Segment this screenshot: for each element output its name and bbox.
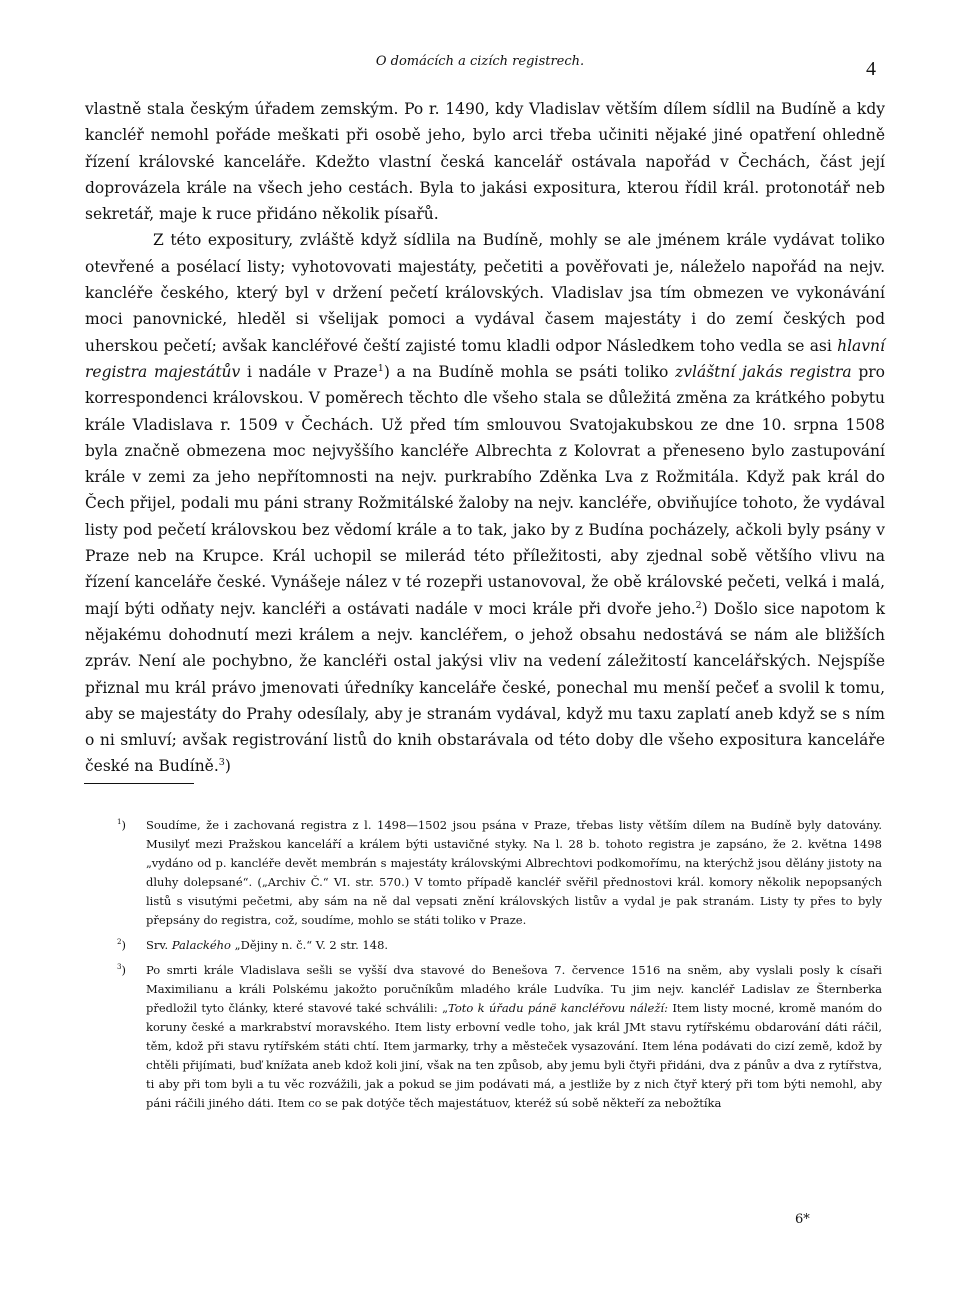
signature-mark: 6* — [795, 1212, 810, 1227]
emphasis-hlavni-registra: hlavní registra majestátův — [85, 336, 885, 381]
paragraph-2 — [85, 227, 885, 779]
paragraph-2-part-b: i nadále v Praze — [240, 362, 378, 381]
main-text — [85, 96, 885, 780]
footnote-ref-2[interactable]: 2 — [695, 599, 702, 611]
footnote-1-mark: $^1$) — [117, 817, 127, 832]
footnote-ref-3[interactable]: 3 — [218, 757, 225, 769]
paragraph-2-part-e: ) Došlo sice napotom k nějakému dohodnutí mezi králem a nejv. kancléřem, o jehož obsahu nedostává se nám ale bližších zpráv. Není ale pochybno, že kancléři ostal jakýsi vliv na vedení záležitostí kancelářských. Nejspíše přiznal mu král právo jmenovati úředníky kanceláře české, ponechal mu menší pečeť a svolil k tomu, aby se majestáty do Prahy odesílaly, aby je stranám vydával, když mu taxu zaplatí aneb když se s ním o ni smluví; avšak registrování listů do knih obstarávala od této doby dle všeho expositura kanceláře české na Budíně. — [85, 599, 885, 776]
page-number: 4 — [866, 58, 876, 80]
footnote-separator — [84, 783, 194, 784]
footnote-ref-1[interactable]: 1 — [377, 362, 384, 374]
footnote-2-text: „Dějiny n. č.“ V. 2 str. 148. — [231, 938, 389, 952]
footnote-3 — [117, 961, 882, 1113]
footnote-2 — [117, 936, 882, 955]
footnote-3-text: Po smrti krále Vladislava sešli se vyšší dva stavové do Benešova 7. července 1516 na sněm, aby vyslali posly k císaři Maximilianu a králi Polskému jakožto poručníkům mladého krále Ludvíka. Tu jim nejv. kancléř Ladislav ze Šternberka předložil tyto články, které stavové také schválili: „ — [146, 963, 882, 1015]
paragraph-1: vlastně stala českým úřadem zemským. Po r. 1490, kdy Vladislav větším dílem sídlil na Budíně a kdy kancléř nemohl pořáde meškati při osobě jeho, bylo arci třeba učiniti nějaké jiné opatření ohledně řízení královské kanceláře. Kdežto vlastní česká kancelář ostávala napořád v Čechách, část její doprovázela krále na všech jeho cestách. Byla to jakási expositura, kterou řídil král. protonotář neb sekretář, maje k ruce přidáno několik písařů. — [85, 100, 885, 224]
footnote-1 — [117, 816, 882, 930]
paragraph-2-part-c: ) a na Budíně mohla se psáti toliko — [383, 362, 669, 381]
paragraph-2-part-f: ) — [224, 757, 231, 776]
footnote-2-emphasis: Palackého — [171, 938, 231, 952]
footnotes — [117, 816, 882, 1119]
footnote-3-emphasis: Toto k úřadu pánë kancléřovu náleží: — [448, 1001, 668, 1015]
footnote-3-mark: $^3$) — [117, 962, 127, 977]
footnote-2-mark: $^2$) — [117, 937, 127, 952]
paragraph-2-part-d: pro korrespondenci královskou. V poměrech těchto dle všeho stala se důležitá změna za krátkého pobytu krále Vladislava r. 1509 v Čechách. Už před tím smlouvou Svatojakubskou ze dne 10. srpna 1508 byla značně obmezena moc nejvyššího kancléře Albrechta z Kolovrat a přeneseno bylo zastupování krále v zemi za jeho nepřítomnosti na nejv. purkrabího Zděnka Lva z Rožmitála. Když pak král do Čech přijel, podali mu páni strany Rožmitálské žaloby na nejv. kancléře, obviňujíce tohoto, že vydával listy pod pečetí královskou bez vědomí krále a to tak, jako by z Budína pocházely, ačkoli byly psány v Praze neb na Krupce. Král uchopil se milerád této příležitosti, aby zjednal sobě většího vlivu na řízení kanceláře české. Vynášeje nález v té rozepři ustanovoval, že obě královské pečeti, velká i malá, mají býti odňaty nejv. kancléři a ostávati nadále v moci krále při dvoře jeho. — [85, 362, 886, 618]
paragraph-2-part-a: Z této expositury, zvláště když sídlila na Budíně, mohly se ale jménem krále vydávat toliko otevřené a posélací listy; vyhotovovati majestáty, pečetiti a pověřovati je, náleželo napořád na nejv. kancléře českého, který byl v držení pečetí královských. Vladislav jsa tím obmezen ve vykonávání moci panovnické, hleděl si všelijak pomoci a vydával časem majestáty i do zemí českých pod uherskou pečetí; avšak kancléřové čeští zajisté tomu kladli odpor Následkem toho vedla se asi — [85, 231, 885, 355]
footnote-2-pre: Srv. — [146, 938, 172, 952]
running-title: O domácích a cizích registrech. — [375, 54, 585, 69]
footnote-1-text: Soudíme, že i zachovaná registra z l. 1498—1502 jsou psána v Praze, třebas listy větším dílem na Budíně byly datovány. Musilyť mezi Pražskou kanceláří a králem býti ustavičné styky. Na l. 28 b. tohoto registra je zapsáno, že 2. května 1498 „vydáno od p. kancléře devět membrán s majestáty královskými Albrechtovi podkomořímu, na kterýchž jsou dělány jistoty na dluhy dolepsané“. („Archiv Č.“ VI. str. 570.) V tomto případě kancléř svěřil přednostovi král. komory několik nepopsaných listů s visutými pečetmi, aby sám na ně dal vepsati znění královských listův a vydal je pak stranám. Listy ty přes to byly přepsány do registra, což, soudíme, mohlo se státi toliko v Praze. — [146, 818, 882, 927]
emphasis-zvlastni-registra: zvláštní jakás registra — [675, 362, 852, 381]
footnote-3-text-continued: Item listy mocné, kromě manóm do koruny české a markrabství moravského. Item listy erbovní vedle toho, jak král JMt stavu rytířskému obdarování dáti ráčil, těm, kdož při stavu rytířském státi chtí. Item jarmarky, trhy a městeček vysazování. Item léna podávati do cizí země, kdož by chtěli přijímati, buď knížata aneb kdož koli jiní, však na ten způsob, aby jemu byli čtyři přidáni, dva z pánův a dva z rytířstva, ti aby při tom byli a tu věc rozvážili, jak a pokud se jim podávati má, a jestliže by z nich čtyř který při tom býti nemohl, aby páni ráčili jiného dáti. Item co se pak dotýče těch majestátuov, kteréž sú sobě někteří za nebožtíka — [146, 1001, 883, 1110]
